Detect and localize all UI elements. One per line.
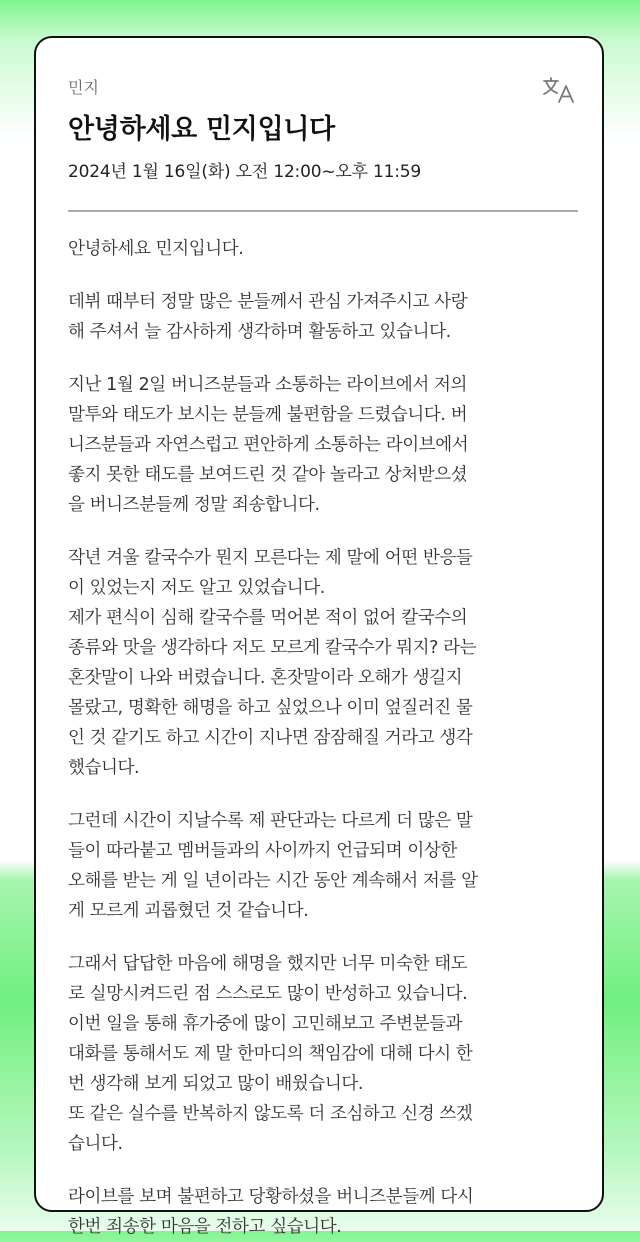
- body-text-line: 작년 겨울 칼국수가 뭔지 모른다는 제 말에 어떤 반응들: [68, 548, 473, 568]
- post-title: 안녕하세요 민지입니다: [68, 114, 335, 145]
- body-text-line: 을 버니즈분들께 정말 죄송합니다.: [68, 495, 320, 515]
- body-paragraph: [68, 1182, 576, 1242]
- body-text-line: 안녕하세요 민지입니다.: [68, 239, 244, 259]
- body-text-line: 이번 일을 통해 휴가중에 많이 고민해보고 주변분들과: [68, 1014, 463, 1034]
- body-text-line: 습니다.: [68, 1134, 123, 1154]
- body-paragraph: [68, 949, 576, 1159]
- post-card: [34, 36, 604, 1237]
- body-text-line: 제가 편식이 심해 칼국수를 먹어본 적이 없어 칼국수의: [68, 608, 468, 628]
- body-text-line: 좋지 못한 태도를 보여드린 것 같아 놀라고 상처받으셨: [68, 465, 468, 485]
- body-text-line: 종류와 맛을 생각하다 저도 모르게 칼국수가 뭐지? 라는: [68, 638, 477, 658]
- body-text-line: 인 것 같기도 하고 시간이 지나면 잠잠해질 거라고 생각: [68, 728, 473, 748]
- post-header: [36, 38, 602, 184]
- body-text-line: 로 실망시켜드린 점 스스로도 많이 반성하고 있습니다.: [68, 984, 468, 1004]
- post-body: [36, 212, 602, 1242]
- body-text-line: 게 모르게 괴롭혔던 것 같습니다.: [68, 901, 309, 921]
- body-text-line: 해 주셔서 늘 감사하게 생각하며 활동하고 있습니다.: [68, 322, 451, 342]
- body-paragraph: [68, 806, 576, 926]
- body-text-line: 말투와 태도가 보시는 분들께 불편함을 드렸습니다. 버: [68, 405, 468, 425]
- body-text-line: 그래서 답답한 마음에 해명을 했지만 너무 미숙한 태도: [68, 954, 468, 974]
- body-text-line: 몰랐고, 명확한 해명을 하고 싶었으나 이미 엎질러진 물: [68, 698, 473, 718]
- translate-icon[interactable]: [542, 76, 576, 104]
- body-text-line: 혼잣말이 나와 버렸습니다. 혼잣말이라 오해가 생길지: [68, 668, 463, 688]
- body-text-line: 지난 1월 2일 버니즈분들과 소통하는 라이브에서 저의: [68, 375, 468, 395]
- body-text-line: 니즈분들과 자연스럽고 편안하게 소통하는 라이브에서: [68, 435, 469, 455]
- body-text-line: 했습니다.: [68, 758, 140, 778]
- body-paragraph: [68, 370, 576, 520]
- body-text-line: 이 있었는지 저도 알고 있었습니다.: [68, 578, 325, 598]
- body-text-line: 데뷔 때부터 정말 많은 분들께서 관심 가져주시고 사랑: [68, 292, 468, 312]
- body-text-line: 번 생각해 보게 되었고 많이 배웠습니다.: [68, 1074, 364, 1094]
- body-text-line: 들이 따라붙고 멤버들과의 사이까지 언급되며 이상한: [68, 841, 457, 861]
- post-datetime: 2024년 1월 16일(화) 오전 12:00~오후 11:59: [68, 162, 421, 182]
- body-text-line: 오해를 받는 게 일 년이라는 시간 동안 계속해서 저를 알: [68, 871, 478, 891]
- body-text-line: 또 같은 실수를 반복하지 않도록 더 조심하고 신경 쓰겠: [68, 1104, 473, 1124]
- body-paragraph: [68, 234, 576, 264]
- body-text-line: 대화를 통해서도 제 말 한마디의 책임감에 대해 다시 한: [68, 1044, 473, 1064]
- body-text-line: 라이브를 보며 불편하고 당황하셨을 버니즈분들께 다시: [68, 1187, 474, 1207]
- author-name: 민지: [68, 78, 99, 97]
- body-text-line: 한번 죄송한 마음을 전하고 싶습니다.: [68, 1217, 342, 1237]
- body-paragraph: [68, 543, 576, 783]
- body-paragraph: [68, 287, 576, 347]
- body-text-line: 그런데 시간이 지날수록 제 판단과는 다르게 더 많은 말: [68, 811, 473, 831]
